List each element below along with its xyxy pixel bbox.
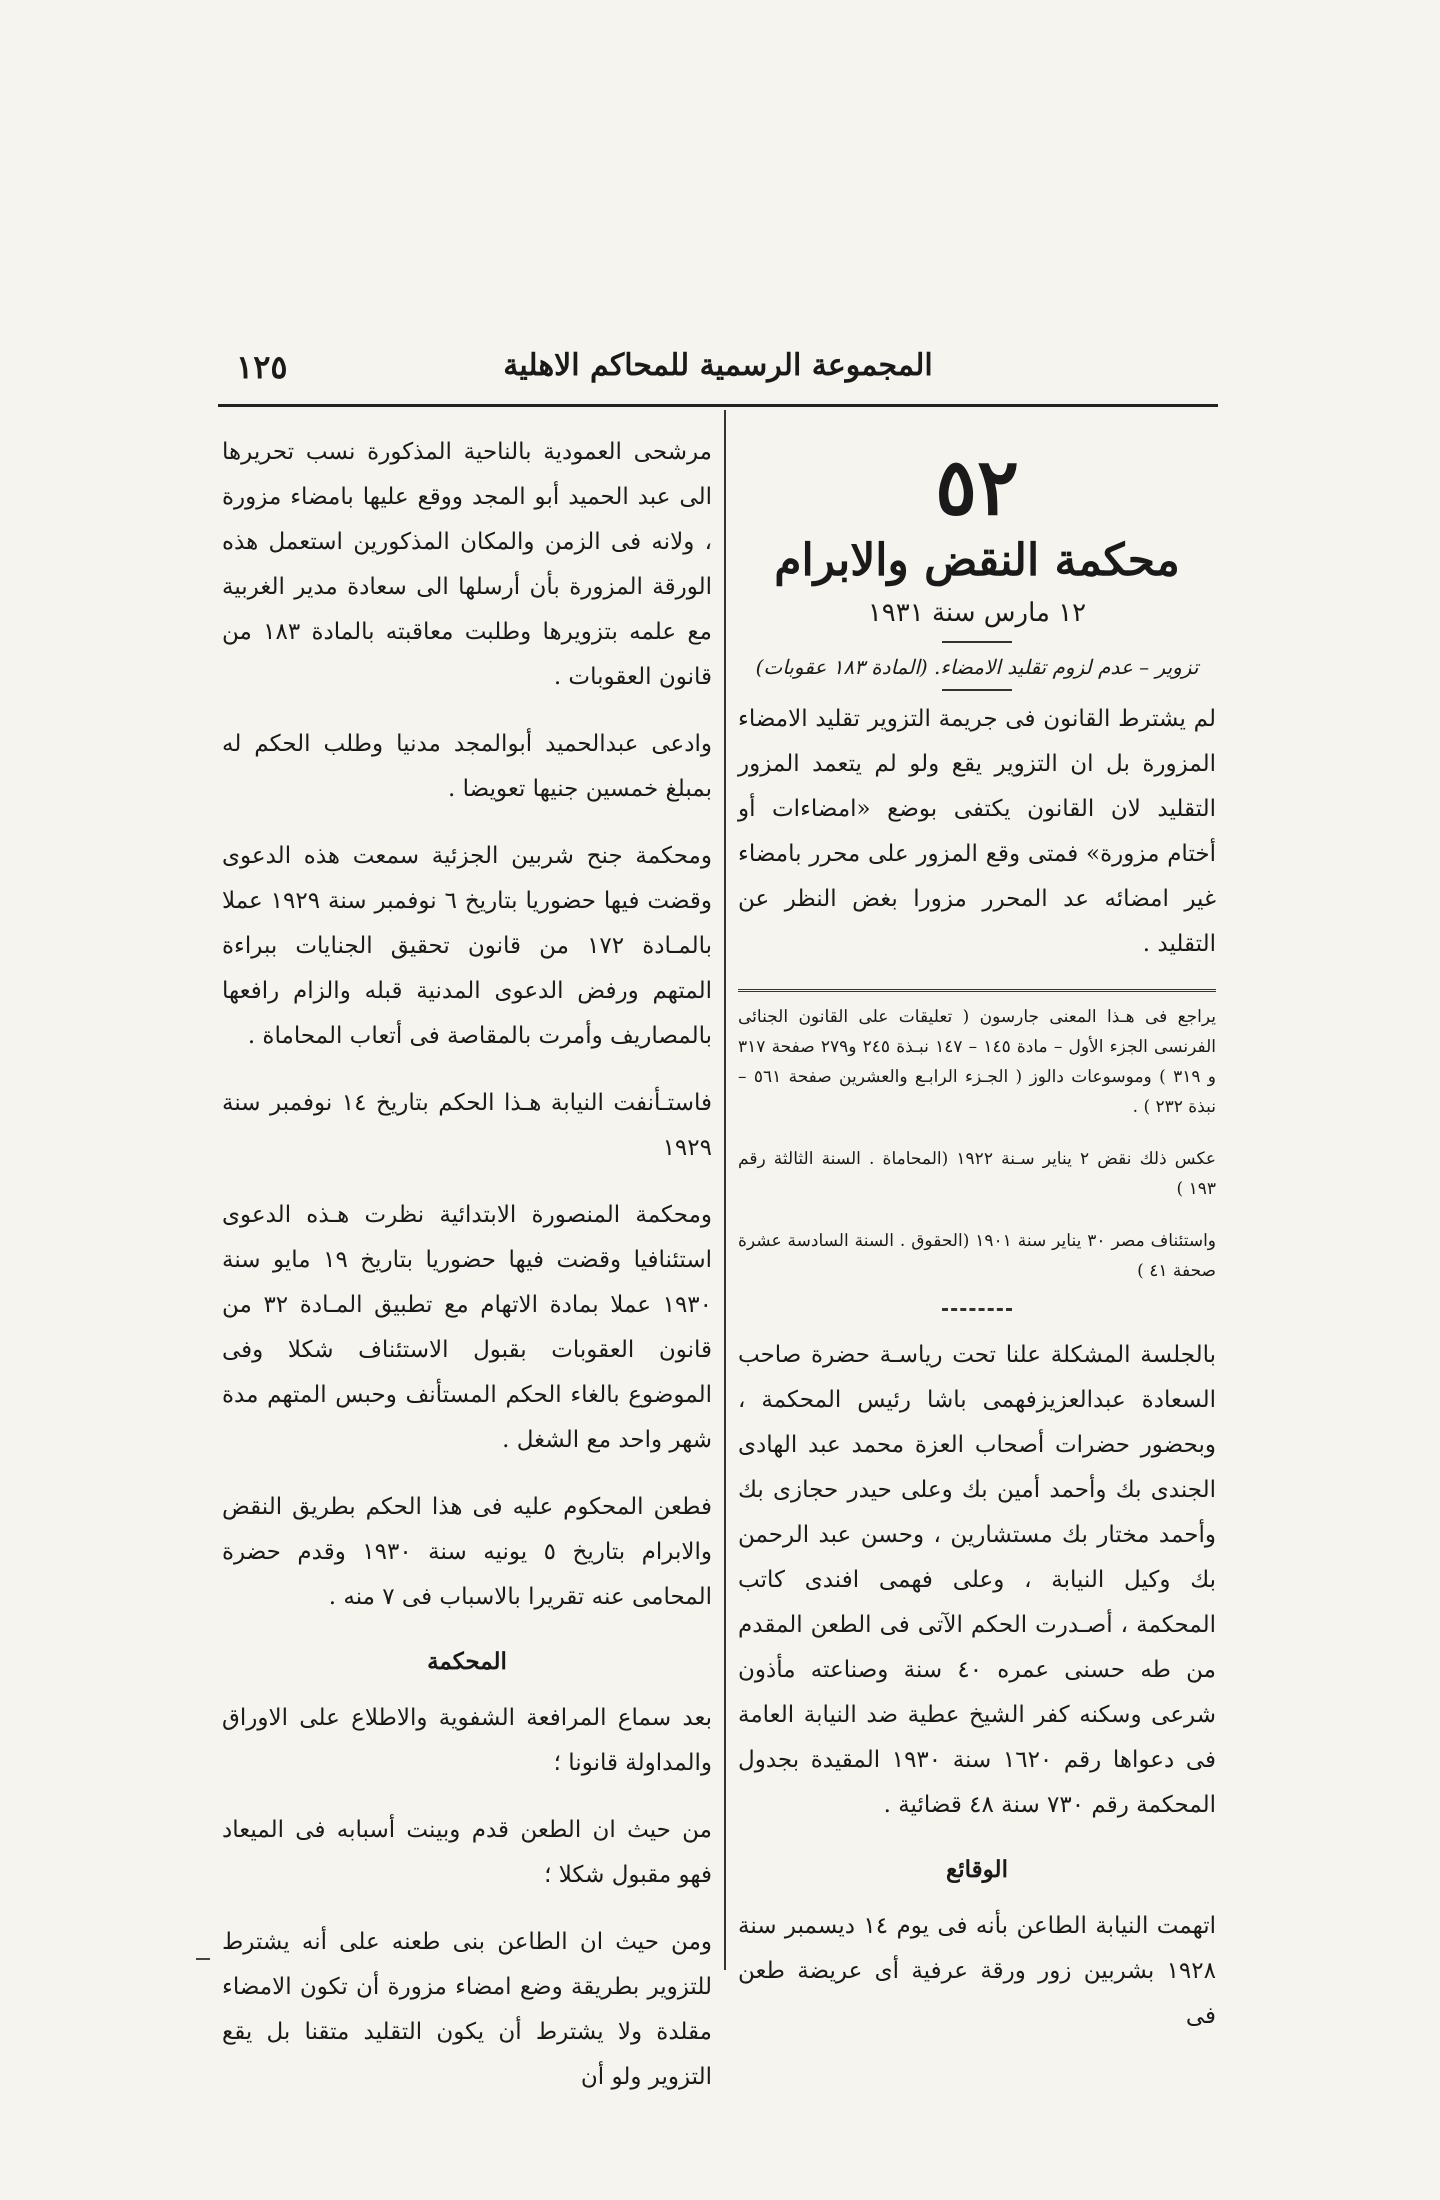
case-date: ١٢ مارس سنة ١٩٣١ [867, 598, 1087, 628]
margin-mark [196, 1958, 210, 1960]
column-divider [724, 410, 726, 1970]
headnote: لم يشترط القانون فى جريمة التزوير تقليد الامضاء المزورة بل ان التزوير يقع ولو لم يتعمد المزور التقليد لان القانون يكتفى بوضع «امضاءات أو أختام مزورة» فمتى وقع المزور على محرر بامضاء غير امضائه عد المحرر مزورا بغض النظر عن التقليد . [738, 706, 1216, 957]
body-paragraph: من حيث ان الطعن قدم وبينت أسبابه فى الميعاد فهو مقبول شكلا ؛ [222, 1817, 712, 1888]
page-header [218, 348, 1218, 398]
body-paragraph: بعد سماع المرافعة الشفوية والاطلاع على الاوراق والمداولة قانونا ؛ [222, 1705, 712, 1776]
body-paragraph: ومحكمة جنح شربين الجزئية سمعت هذه الدعوى وقضت فيها حضوريا بتاريخ ٦ نوفمبر سنة ١٩٢٩ عملا بالمـادة ١٧٢ من قانون تحقيق الجنايات ببراءة المتهم ورفض الدعوى المدنية قبله والزام رافعها بالمصاريف وأمرت بالمقاصة فى أتعاب المحاماة . [222, 843, 712, 1049]
body-paragraph: ومحكمة المنصورة الابتدائية نظرت هـذه الدعوى استئنافيا وقضت فيها حضوريا بتاريخ ١٩ مايو سنة ١٩٣٠ عملا بمادة الاتهام مع تطبيق المـادة ٣٢ من قانون العقوبات بقبول الاستئناف شكلا وفى الموضوع بالغاء الحكم المستأنف وحبس المتهم مدة شهر واحد مع الشغل . [222, 1202, 713, 1453]
body-paragraph: فطعن المحكوم عليه فى هذا الحكم بطريق النقض والابرام بتاريخ ٥ يونيه سنة ١٩٣٠ وقدم حضرة المحامى عنه تقريرا بالاسباب فى ٧ منه . [222, 1494, 712, 1610]
footnote: يراجع فى هـذا المعنى جارسون ( تعليقات على القانون الجنائى الفرنسى الجزء الأول – مادة ١٤٥ – ١٤٧ نبـذة ٢٤٥ و٢٧٩ صفحة ٣١٧ و ٣١٩ ) وموسوعات دالوز ( الجـزء الرابـع والعشرين صفحة ٥٦١ – نبذة ٢٣٢ ) . [738, 1007, 1217, 1117]
body-paragraph: فاستـأنفت النيابة هـذا الحكم بتاريخ ١٤ نوفمبر سنة ١٩٢٩ [222, 1090, 712, 1161]
facts-heading: الوقائع [946, 1856, 1008, 1883]
case-subject: تزوير – عدم لزوم تقليد الامضاء. (المادة ١٨٣ عقوبات) [755, 655, 1199, 679]
facts-paragraph: اتهمت النيابة الطاعن بأنه فى يوم ١٤ ديسمبر سنة ١٩٢٨ بشربين زور ورقة عرفية أى عريضة طعن فى [738, 1913, 1216, 2029]
page-number: ١٢٥ [236, 348, 288, 386]
right-column [738, 425, 1216, 2061]
court-name: محكمة النقض والابرام [774, 535, 1180, 586]
body-paragraph: ومن حيث ان الطاعن بنى طعنه على أنه يشترط للتزوير بطريقة وضع امضاء مزورة أن تكون الامضاء مقلدة ولا يشترط أن يكون التقليد متقنا بل يقع التزوير ولو أن [222, 1929, 712, 2090]
body-paragraph: مرشحى العمودية بالناحية المذكورة نسب تحريرها الى عبد الحميد أبو المجد ووقع عليها بامضاء مزورة ، ولانه فى الزمن والمكان المذكورين استعمل هذه الورقة المزورة بأن أرسلها الى سعادة مدير الغربية مع علمه بتزويرها وطلبت معاقبته بالمادة ١٨٣ من قانون العقوبات . [222, 439, 712, 690]
short-divider [942, 641, 1012, 643]
footnote: واستئناف مصر ٣٠ يناير سنة ١٩٠١ (الحقوق . السنة السادسة عشرة صحفة ٤١ ) [738, 1231, 1217, 1281]
case-number: ٥٢ [935, 442, 1019, 533]
section-divider [942, 1308, 1012, 1311]
running-title: المجموعة الرسمية للمحاكم الاهلية [503, 348, 933, 383]
footnote: عكس ذلك نقض ٢ يناير سـنة ١٩٢٢ (المحاماة . السنة الثالثة رقم ١٩٣ ) [738, 1149, 1216, 1199]
short-divider [942, 689, 1012, 691]
court-heading: المحكمة [427, 1648, 507, 1675]
notes-divider [738, 989, 1216, 992]
session-paragraph: بالجلسة المشكلة علنا تحت رياسـة حضرة صاحب السعادة عبدالعزيزفهمى باشا رئيس المحكمة ، وبحضور حضرات أصحاب العزة محمد عبد الهادى الجندى بك وأحمد أمين بك وعلى حيدر حجازى بك وأحمد مختار بك مستشارين ، وحسن عبد الرحمن بك وكيل النيابة ، وعلى فهمى افندى كاتب المحكمة ، أصـدرت الحكم الآتى فى الطعن المقدم من طه حسنى عمره ٤٠ سنة وصناعته مأذون شرعى وسكنه كفر الشيخ عطية ضد النيابة العامة فى دعواها رقم ١٦٢٠ سنة ١٩٣٠ المقيدة بجدول المحكمة رقم ٧٣٠ سنة ٤٨ قضائية . [738, 1342, 1216, 1818]
body-paragraph: وادعى عبدالحميد أبوالمجد مدنيا وطلب الحكم له بمبلغ خمسين جنيها تعويضا . [222, 731, 712, 802]
header-rule [218, 404, 1218, 407]
left-column [222, 430, 712, 2122]
